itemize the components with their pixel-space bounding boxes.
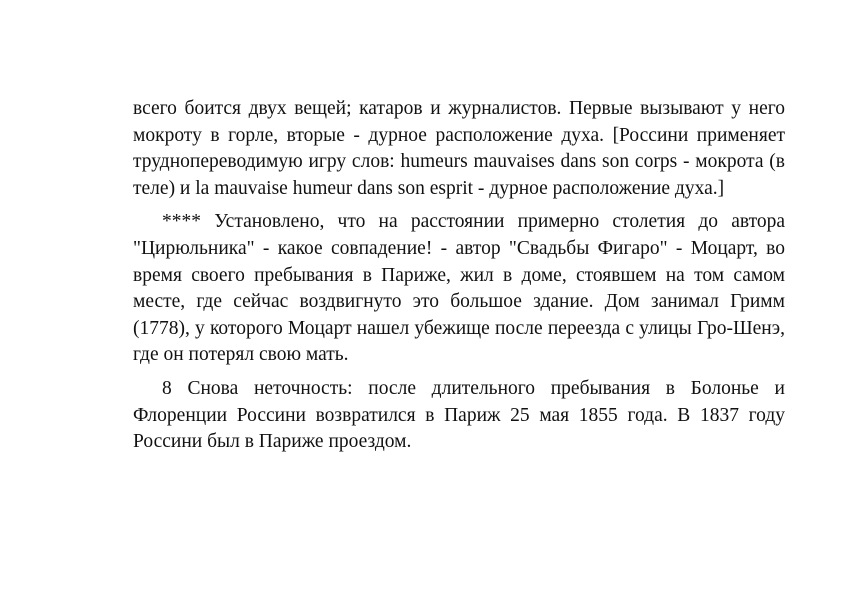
paragraph-footnote-8: 8 Снова неточность: после длительного пребывания в Болонье и Флоренции Россини возвратился в Париж 25 мая 1855 года. В 1837 году Россини был в Париже проездом. (133, 377, 785, 453)
paragraph-footnote-continuation: всего боится двух вещей; катаров и журналистов. Первые вызывают у него мокроту в горле, вторые - дурное расположение духа. [Россини применяет труднопереводимую игру слов: humeurs mauvaises dans son corps - мокрота (в теле) и la mauvaise humeur dans son esprit - дурное расположение духа.] (133, 98, 785, 199)
text-body (133, 96, 785, 456)
paragraph-footnote-mozart: **** Установлено, что на расстоянии примерно столетия до автора "Цирюльника" - какое совпадение! - автор "Свадьбы Фигаро" - Моцарт, во время своего пребывания в Париже, жил в доме, стоявшем на том самом месте, где сейчас воздвигнуто это большое здание. Дом занимал Гримм (1778), у которого Моцарт нашел убежище после переезда с улицы Гро-Шенэ, где он потерял свою мать. (133, 211, 785, 366)
